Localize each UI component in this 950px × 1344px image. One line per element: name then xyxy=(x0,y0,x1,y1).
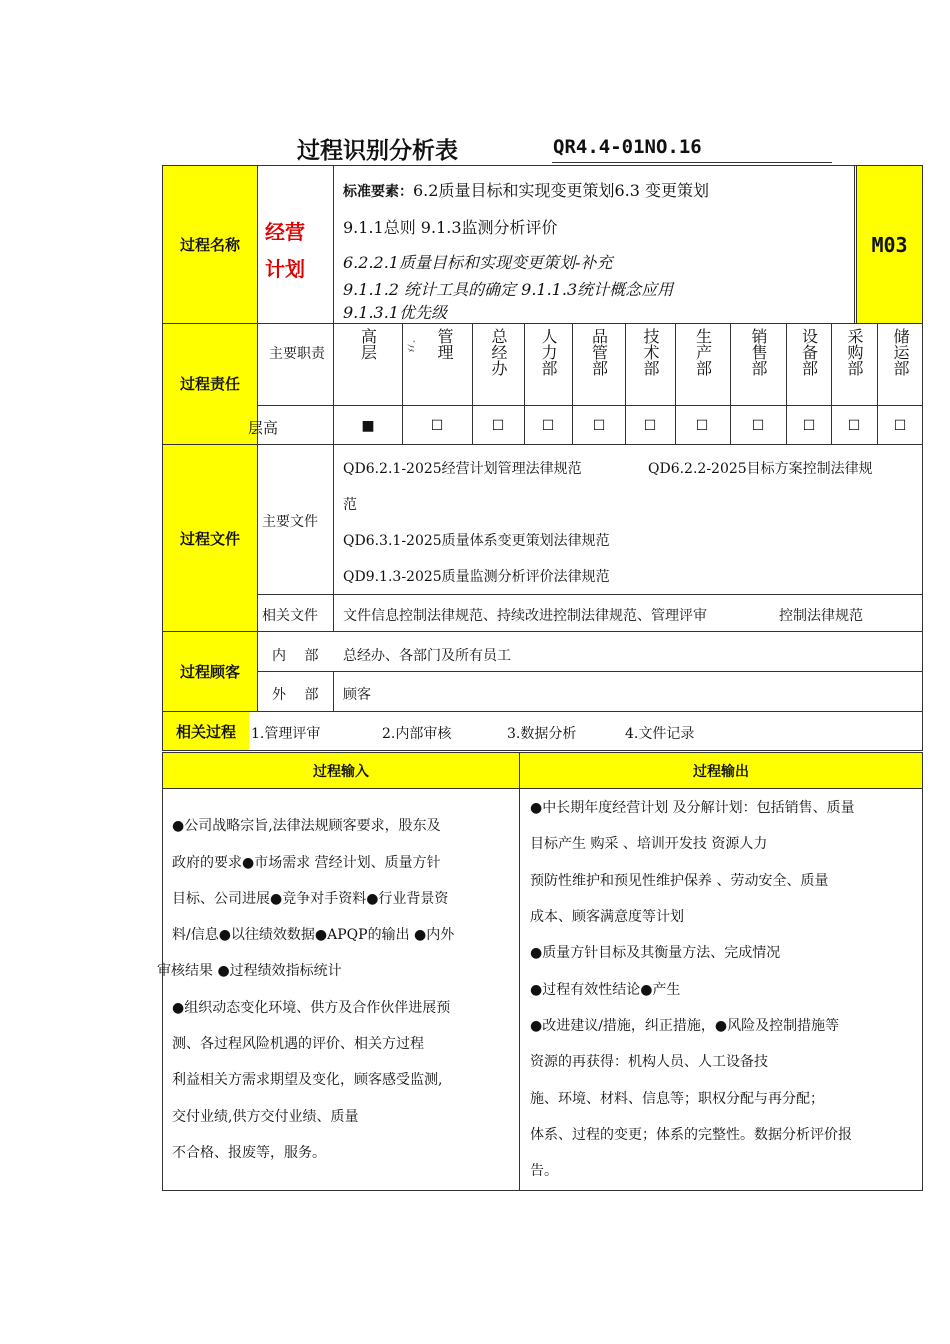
related-process-2: 2.内部审核 xyxy=(382,726,452,742)
responsibility-row-divider xyxy=(257,405,923,406)
output-line-8: 资源的再获得：机构人员、人工设备技 xyxy=(530,1054,768,1070)
responsibility-label-cell xyxy=(162,323,258,445)
dept-production: 生产部 xyxy=(693,328,713,376)
related-process-1: 1.管理评审 xyxy=(251,726,321,742)
main-doc-2-cont: 范 xyxy=(343,497,357,513)
check-equipment[interactable]: ☐ xyxy=(802,418,816,434)
check-senior[interactable]: ■ xyxy=(361,418,375,434)
external-value: 顾客 xyxy=(343,687,371,703)
output-line-4: 成本、顾客满意度等计划 xyxy=(530,909,684,925)
title-underline xyxy=(552,162,832,163)
check-tech[interactable]: ☐ xyxy=(643,418,657,434)
input-title: 过程输入 xyxy=(313,763,369,780)
dept-purchasing: 采购部 xyxy=(845,328,864,376)
standard-text: 6.2质量目标和实现变更策划6.3 变更策划 xyxy=(413,181,709,200)
output-line-2: 目标产生 购采 、培训开发技 资源人力 xyxy=(530,836,768,852)
check-production[interactable]: ☐ xyxy=(695,418,709,434)
documents-label-cell xyxy=(162,444,258,632)
main-doc-3: QD6.3.1-2025质量体系变更策划法律规范 xyxy=(343,533,610,549)
output-line-6: ●过程有效性结论●产生 xyxy=(530,982,681,998)
check-quality[interactable]: ☐ xyxy=(592,418,606,434)
dept-management: 管理 xyxy=(435,328,454,360)
responsibility-label: 过程责任 xyxy=(179,374,240,393)
dept-senior: 高层 xyxy=(358,328,378,360)
input-line-8: 利益相关方需求期望及变化，顾客感受监测, xyxy=(172,1072,443,1088)
main-doc-4: QD9.1.3-2025质量监测分析评价法律规范 xyxy=(343,569,610,585)
output-line-3: 预防性维护和预见性维护保养 、劳动安全、质量 xyxy=(530,873,829,889)
output-line-7: ●改进建议/措施，纠正措施，●风险及控制措施等 xyxy=(530,1018,840,1034)
document-code: QR4.4-01NO.16 xyxy=(553,136,702,158)
standard-line-1 xyxy=(343,178,709,201)
main-docs-label: 主要文件 xyxy=(262,514,318,530)
process-name-value-2: 计划 xyxy=(265,257,305,281)
check-management[interactable]: ☐ xyxy=(430,418,444,434)
check-hr[interactable]: ☐ xyxy=(541,418,555,434)
process-name-label-cell xyxy=(162,165,258,324)
check-sales[interactable]: ☐ xyxy=(751,418,765,434)
output-line-10: 体系、过程的变更；体系的完整性。数据分析评价报 xyxy=(530,1127,852,1143)
input-line-5: 审核结果 ●过程绩效指标统计 xyxy=(157,963,342,979)
standard-elements-cell xyxy=(333,165,855,324)
dept-sales: 销售部 xyxy=(749,328,768,376)
standard-line-4: 9.1.1.2 统计工具的确定 9.1.1.3统计概念应用 xyxy=(343,280,674,299)
input-line-1: ●公司战略宗旨,法律法规顾客要求，股东及 xyxy=(172,818,441,834)
related-docs-label: 相关文件 xyxy=(262,608,318,624)
process-code: M03 xyxy=(871,232,908,257)
check-logistics[interactable]: ☐ xyxy=(893,418,907,434)
input-line-10: 不合格、报废等，服务。 xyxy=(172,1145,326,1161)
input-title-cell xyxy=(162,752,520,789)
customers-label-cell xyxy=(162,631,258,712)
internal-value: 总经办、各部门及所有员工 xyxy=(343,648,511,664)
related-process-label: 相关过程 xyxy=(175,722,236,741)
output-title: 过程输出 xyxy=(693,763,749,780)
output-line-9: 施、环境、材料、信息等；职权分配与再分配； xyxy=(530,1091,824,1107)
dept-logistics: 储运部 xyxy=(891,328,910,376)
related-docs-2: 控制法律规范 xyxy=(779,608,863,624)
input-line-9: 交付业绩,供方交付业绩、质量 xyxy=(172,1109,359,1125)
dept-gm-office: 总经办 xyxy=(489,328,508,376)
related-docs: 文件信息控制法律规范、持续改进控制法律规范、管理评审 xyxy=(343,608,707,624)
duty-label: 主要职责 xyxy=(269,346,325,362)
output-line-1: ●中长期年度经营计划 及分解计划：包括销售、质量 xyxy=(530,800,855,816)
dept-quality: 品管部 xyxy=(589,328,609,376)
process-name-value-1: 经营 xyxy=(265,220,305,244)
external-label: 外 部 xyxy=(272,687,321,703)
related-process-3: 3.数据分析 xyxy=(507,726,577,742)
input-line-6: ●组织动态变化环境、供方及合作伙伴进展预 xyxy=(172,1000,451,1016)
check-gm-office[interactable]: ☐ xyxy=(491,418,505,434)
standard-line-3: 6.2.2.1质量目标和实现变更策划-补充 xyxy=(343,253,613,272)
check-purchasing[interactable]: ☐ xyxy=(847,418,861,434)
output-line-5: ●质量方针目标及其衡量方法、完成情况 xyxy=(530,945,781,961)
standard-line-5: 9.1.3.1优先级 xyxy=(343,303,447,322)
responsibility-row-label: 层高 xyxy=(248,419,279,437)
main-doc-2: QD6.2.2-2025目标方案控制法律规 xyxy=(648,461,873,477)
document-title: 过程识别分析表 xyxy=(297,138,458,164)
output-title-cell xyxy=(519,752,923,789)
input-line-4: 料/信息●以往绩效数据●APQP的输出 ●内外 xyxy=(172,927,455,943)
process-name-value-cell xyxy=(257,165,334,324)
dept-small-mark: ﾞﾉﾒ xyxy=(406,340,415,352)
dept-tech: 技术部 xyxy=(641,328,660,376)
standard-line-2: 9.1.1总则 9.1.3监测分析评价 xyxy=(343,218,558,237)
input-line-7: 测、各过程风险机遇的评价、相关方过程 xyxy=(172,1036,424,1052)
process-name-label: 过程名称 xyxy=(179,236,240,254)
documents-label: 过程文件 xyxy=(179,529,240,548)
output-line-11: 告。 xyxy=(530,1163,558,1179)
input-line-3: 目标、公司进展●竞争对手资料●行业背景资 xyxy=(172,891,449,907)
input-line-2: 政府的要求●市场需求 营经计划、质量方针 xyxy=(172,855,441,871)
dept-hr: 人力部 xyxy=(539,328,558,376)
dept-equipment: 设备部 xyxy=(799,328,819,376)
standard-label: 标准要素： xyxy=(343,184,413,200)
process-code-cell xyxy=(856,165,923,324)
related-process-4: 4.文件记录 xyxy=(625,726,695,742)
related-process-label-cell xyxy=(163,712,249,750)
customers-label: 过程顾客 xyxy=(179,663,240,681)
main-doc-1: QD6.2.1-2025经营计划管理法律规范 xyxy=(343,461,582,477)
internal-label: 内 部 xyxy=(272,648,321,664)
